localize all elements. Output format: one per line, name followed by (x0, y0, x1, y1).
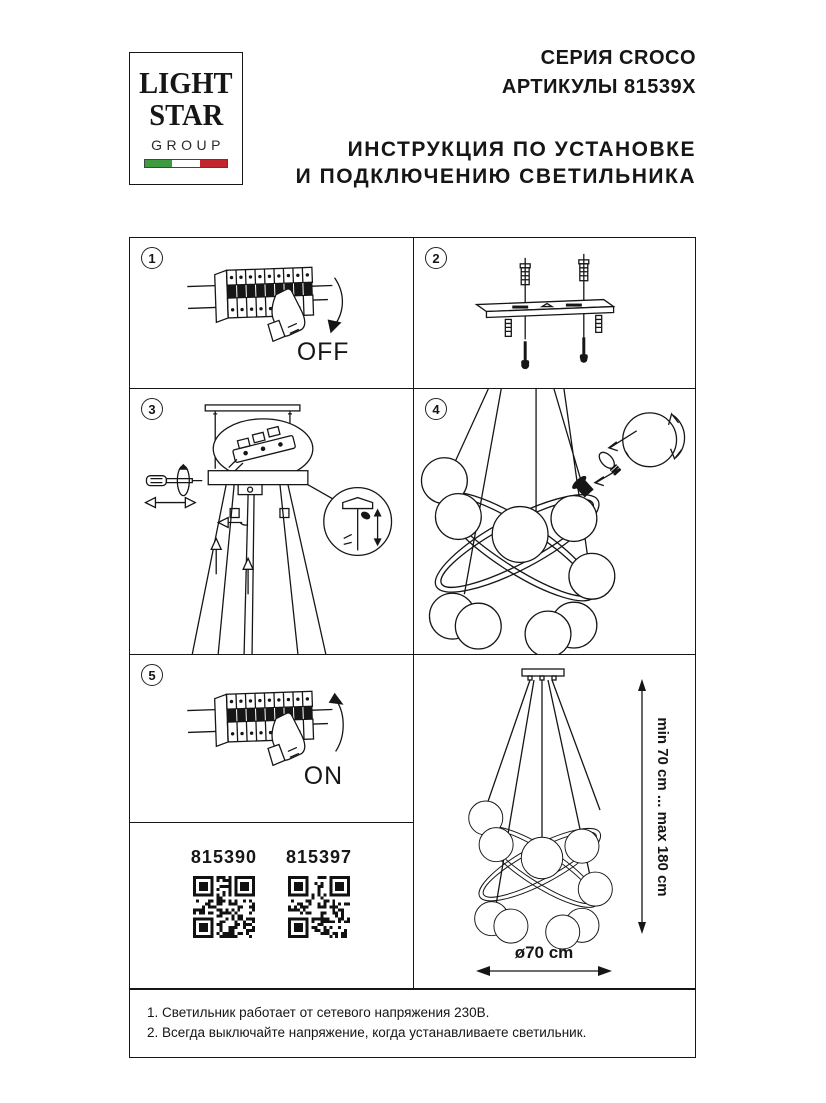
qr-code-815397 (288, 876, 350, 938)
height-range-label: min 70 cm ... max 180 cm (654, 717, 671, 897)
step-4-panel (414, 389, 695, 655)
chandelier-assembly-illustration (414, 389, 695, 654)
qr-panel (130, 823, 414, 988)
qr-code-815390 (193, 876, 255, 938)
on-label: ON (303, 763, 344, 791)
instruction-grid (129, 237, 696, 989)
screwdriver-icon (146, 464, 202, 496)
step-5-panel (130, 655, 414, 823)
note-2: 2. Всегда выключайте напряжение, когда устанавливаете светильник. (147, 1025, 587, 1040)
note-1: 1. Светильник работает от сетевого напряжения 230В. (147, 1005, 490, 1020)
step-3-badge: 3 (141, 398, 163, 420)
bracket-illustration (414, 238, 695, 388)
notes-box (129, 989, 696, 1058)
step-2-badge: 2 (425, 247, 447, 269)
series-title: СЕРИЯ CROCO (540, 47, 696, 69)
logo-word-star: STAR (149, 97, 223, 132)
shade-sphere-icon (623, 413, 677, 467)
logo-word-group: GROUP (151, 137, 225, 153)
logo-word-light: LIGHT (139, 65, 233, 100)
dimensions-panel (414, 655, 695, 988)
header (296, 44, 696, 190)
instruction-title-line1: ИНСТРУКЦИЯ ПО УСТАНОВКЕ (347, 138, 696, 161)
canopy-wiring-illustration (130, 389, 413, 654)
step-2-panel (414, 238, 695, 389)
articles-title: АРТИКУЛЫ 81539X (501, 76, 696, 98)
breaker-off-illustration (130, 238, 413, 388)
off-label: OFF (296, 339, 350, 367)
lightstar-logo (129, 52, 243, 185)
dimensions-illustration (414, 655, 695, 988)
step-5-badge: 5 (141, 664, 163, 686)
step-3-panel (130, 389, 414, 655)
article-number-815390: 815390 (190, 847, 257, 867)
step-1-panel (130, 238, 414, 389)
step-4-badge: 4 (425, 398, 447, 420)
step-1-badge: 1 (141, 247, 163, 269)
instruction-title-line2: И ПОДКЛЮЧЕНИЮ СВЕТИЛЬНИКА (295, 165, 696, 188)
diameter-label: ø70 cm (514, 943, 574, 962)
breaker-on-illustration (130, 655, 413, 822)
italian-flag (144, 159, 228, 168)
bulb-icon (596, 450, 622, 477)
article-number-815397: 815397 (286, 847, 353, 867)
